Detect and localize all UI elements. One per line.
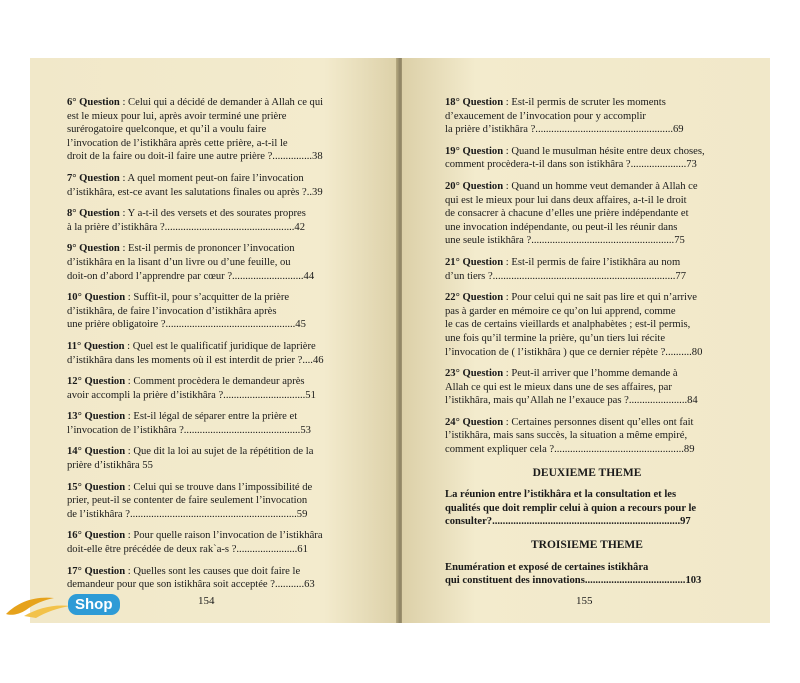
question-text: : Comment procèdera le demandeur après [127, 376, 305, 388]
toc-question-entry [445, 367, 729, 408]
toc-question-entry [67, 340, 349, 367]
toc-line: pas à garder en mémoire ce qu’on lui apprend, comme [445, 305, 676, 317]
toc-question-entry [445, 180, 729, 248]
toc-line [67, 410, 349, 424]
theme-3-line: qui constituent des innovations......................................103 [445, 575, 702, 587]
toc-question-entry [67, 242, 349, 283]
toc-line [67, 445, 349, 459]
question-label: 8° Question [67, 208, 120, 220]
question-label: 19° Question [445, 145, 504, 157]
question-label: 11° Question [67, 340, 125, 352]
question-label: 15° Question [67, 481, 126, 493]
toc-question-entry [67, 291, 349, 332]
toc-line: comment procèdera-t-il dans son istikhâra ?.....................73 [445, 159, 697, 171]
question-label: 10° Question [67, 292, 126, 304]
toc-line: est le mieux pour lui, après avoir terminé une prière [67, 110, 287, 122]
toc-question-entry [67, 96, 349, 164]
question-text: : A quel moment peut-on faire l’invocation [122, 172, 304, 184]
theme-3-entry [445, 561, 729, 588]
toc-line: doit-on d’abord l’apprendre par cœur ?...........................44 [67, 270, 315, 282]
left-page [30, 58, 398, 623]
swoosh-icon [4, 588, 74, 622]
toc-line: demandeur pour que son istikhâra soit acceptée ?...........63 [67, 579, 315, 591]
question-label: 20° Question [445, 180, 504, 192]
toc-line: de l’istikhâra ?...............................................................59 [67, 508, 308, 520]
question-label: 12° Question [67, 376, 126, 388]
toc-line [445, 180, 729, 194]
question-label: 22° Question [445, 292, 504, 304]
toc-line: d’istikhâra, est-ce avant les salutations finales ou après ?..39 [67, 186, 323, 198]
toc-question-entry [445, 96, 729, 137]
question-text: : Que dit la loi au sujet de la répétition de la [127, 446, 314, 458]
question-text: : Y a-t-il des versets et des sourates propres [122, 208, 306, 220]
toc-line: le cas de certains vieillards et analphabètes ; est-il permis, [445, 319, 691, 331]
toc-question-entry [445, 291, 729, 359]
toc-line: Allah ce qui est le mieux dans une de ses affaires, par [445, 381, 672, 393]
toc-question-entry [67, 410, 349, 437]
question-label: 13° Question [67, 411, 126, 423]
right-questions-list [445, 96, 729, 457]
question-label: 17° Question [67, 565, 126, 577]
toc-line: surérogatoire quelconque, et qu’il a voulu faire [67, 124, 267, 136]
question-label: 6° Question [67, 97, 120, 108]
toc-question-entry [67, 529, 349, 556]
theme-3-title: TROISIEME THEME [531, 539, 643, 552]
toc-line [67, 375, 349, 389]
toc-line: d’un tiers ?.....................................................................77 [445, 270, 686, 282]
toc-line: droit de la faire ou doit-il faire une autre prière ?...............38 [67, 151, 323, 163]
toc-question-entry [67, 445, 349, 472]
toc-line [445, 145, 729, 159]
shop-logo-text: Shop [68, 594, 120, 615]
toc-line: une fois qu’il termine la prière, qu’un tiers lui récite [445, 332, 666, 344]
toc-question-entry [445, 145, 729, 172]
question-label: 7° Question [67, 172, 120, 184]
toc-line: doit-elle être précédée de deux rak`a-s ?.......................61 [67, 544, 308, 556]
question-text: : Quand un homme veut demander à Allah ce [505, 180, 698, 192]
toc-line [445, 256, 729, 270]
page-number-right: 155 [576, 595, 593, 607]
toc-line [445, 416, 729, 430]
toc-line: l’istikhâra, mais qu’Allah ne l’exauce pas ?......................84 [445, 395, 698, 407]
toc-line: une invocation indépendante, ou peut-il les réunir dans [445, 221, 678, 233]
toc-line [67, 207, 349, 221]
question-text: : Pour quelle raison l’invocation de l’istikhâra [127, 530, 323, 542]
question-text: : Quelles sont les causes que doit faire le [127, 565, 301, 577]
question-text: : Est-il permis de scruter les moments [505, 97, 666, 108]
toc-line: l’invocation de l’istikhâra ?............................................53 [67, 424, 311, 436]
toc-line: qui est le mieux pour lui dans deux affaires, a-t-il le droit [445, 194, 687, 206]
theme-2-entry [445, 488, 729, 529]
question-text: : Suffit-il, pour s’acquitter de la prière [127, 292, 290, 304]
page-number-left: 154 [198, 595, 215, 607]
toc-line: avoir accompli la prière d’istikhâra ?...............................51 [67, 389, 316, 401]
question-label: 14° Question [67, 446, 126, 458]
toc-line: d’exaucement de l’invocation pour y accomplir [445, 110, 646, 122]
theme-2-line: qualités que doit remplir celui à quion a recours pour le [445, 502, 697, 514]
toc-question-entry [445, 416, 729, 457]
question-text: : Est-il légal de séparer entre la prière et [127, 411, 298, 423]
toc-line: d’istikhâra dans les moments où il est interdit de prier ?....46 [67, 354, 324, 366]
theme-2-line: La réunion entre l’istikhâra et la consultation et les [445, 489, 677, 501]
toc-question-entry [67, 207, 349, 234]
question-label: 18° Question [445, 97, 504, 108]
toc-line [67, 565, 349, 579]
toc-question-entry [67, 375, 349, 402]
toc-line [67, 529, 349, 543]
toc-line: prière d’istikhâra 55 [67, 460, 153, 472]
toc-question-entry [67, 481, 349, 522]
toc-line [445, 96, 729, 110]
toc-line: la prière d’istikhâra ?....................................................69 [445, 124, 684, 136]
question-text: : Certaines personnes disent qu’elles ont fait [505, 416, 694, 428]
toc-line: à la prière d’istikhâra ?.................................................42 [67, 221, 306, 233]
toc-line [67, 96, 349, 110]
toc-line [445, 291, 729, 305]
question-label: 16° Question [67, 530, 126, 542]
theme-2-line: consulter?.......................................................................97 [445, 516, 691, 528]
question-text: : Pour celui qui ne sait pas lire et qui n’arrive [505, 292, 697, 304]
question-text: : Est-il permis de prononcer l’invocation [122, 243, 295, 255]
theme-3-line: Enumération et exposé de certaines istikhâra [445, 561, 649, 573]
question-text: : Est-il permis de faire l’istikhâra au nom [505, 256, 681, 268]
question-label: 9° Question [67, 243, 120, 255]
toc-line: d’istikhâra en la lisant d’un livre ou d’une feuille, ou [67, 256, 291, 268]
question-label: 21° Question [445, 256, 504, 268]
toc-line [67, 242, 349, 256]
toc-line: d’istikhâra, de faire l’invocation d’istikhâra après [67, 305, 277, 317]
toc-line [67, 291, 349, 305]
question-text: : Quel est le qualificatif juridique de laprière [127, 340, 316, 352]
toc-line: une prière obligatoire ?.................................................45 [67, 319, 306, 331]
toc-line [67, 340, 349, 354]
question-text: : Peut-il arriver que l’homme demande à [505, 368, 678, 380]
question-label: 23° Question [445, 368, 504, 380]
left-page-content [67, 96, 349, 600]
toc-line: l’istikhâra, mais sans succès, la situation a même empiré, [445, 430, 688, 442]
toc-line [67, 172, 349, 186]
question-label: 24° Question [445, 416, 504, 428]
toc-question-entry [67, 172, 349, 199]
toc-question-entry [445, 256, 729, 283]
theme-2-title: DEUXIEME THEME [532, 466, 642, 479]
question-text: : Celui qui se trouve dans l’impossibilité de [127, 481, 313, 493]
shop-logo [4, 588, 154, 622]
right-page [402, 58, 770, 623]
toc-line: prier, peut-il se contenter de faire seulement l’invocation [67, 495, 308, 507]
open-book [30, 58, 770, 623]
toc-line: une seule istikhâra ?......................................................75 [445, 235, 685, 247]
toc-line: de consacrer à chacune d’elles une prière indépendante et [445, 208, 689, 220]
toc-line: comment expliquer cela ?.................................................89 [445, 444, 695, 456]
question-text: : Quand le musulman hésite entre deux choses, [505, 145, 705, 157]
toc-line: l’invocation de l’istikhâra après cette prière, a-t-il le [67, 137, 288, 149]
toc-line [67, 481, 349, 495]
right-page-content [445, 96, 729, 596]
question-text: : Celui qui a décidé de demander à Allah ce qui [122, 97, 324, 108]
toc-line: l’invocation de ( l’istikhâra ) que ce dernier répète ?..........80 [445, 346, 703, 358]
toc-line [445, 367, 729, 381]
